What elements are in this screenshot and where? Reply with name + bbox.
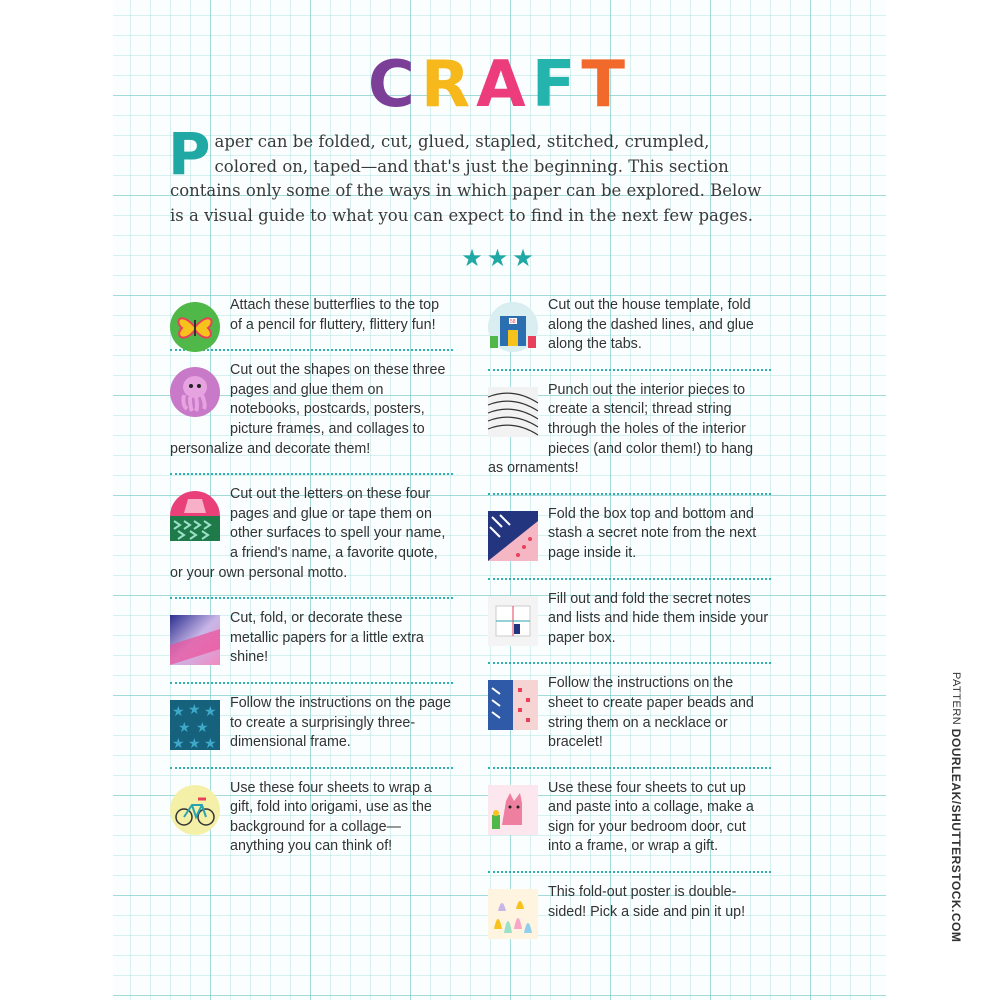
title-letter: T bbox=[581, 48, 632, 122]
craft-item bbox=[488, 779, 771, 873]
craft-item bbox=[170, 779, 453, 871]
craft-item-text: Use these four sheets to cut up and paste into a collage, make a sign for your bedroom door, cut into a frame, or wrap a gift. bbox=[548, 779, 754, 855]
svg-text:★: ★ bbox=[196, 718, 209, 735]
credit-label: PATTERN bbox=[950, 672, 962, 729]
craft-item bbox=[170, 361, 453, 475]
svg-text:★: ★ bbox=[188, 700, 201, 717]
lamp-pattern-icon bbox=[170, 491, 220, 541]
left-column bbox=[170, 296, 453, 881]
note-icon bbox=[488, 596, 538, 646]
craft-page bbox=[113, 0, 963, 1000]
title-letter: C bbox=[367, 48, 421, 122]
svg-text:★: ★ bbox=[172, 702, 185, 719]
page-title bbox=[113, 50, 886, 120]
craft-item bbox=[488, 505, 771, 580]
craft-item-text: Use these four sheets to wrap a gift, fold into origami, use as the background for a collage—anything you can think of! bbox=[230, 779, 432, 855]
poster-pattern-icon bbox=[488, 889, 538, 939]
svg-text:58: 58 bbox=[510, 319, 516, 325]
title-letter: F bbox=[531, 48, 582, 122]
intro-paragraph bbox=[168, 120, 770, 228]
svg-text:★: ★ bbox=[172, 734, 185, 751]
butterfly-icon bbox=[170, 302, 220, 352]
right-column bbox=[488, 296, 771, 946]
line-pattern-icon bbox=[488, 387, 538, 437]
svg-text:★: ★ bbox=[204, 734, 217, 751]
star-divider: ★★★ bbox=[461, 245, 538, 272]
craft-item-text: Cut out the house template, fold along the dashed lines, and glue along the tabs. bbox=[548, 297, 754, 353]
craft-item-text: Cut, fold, or decorate these metallic papers for a little extra shine! bbox=[230, 610, 424, 666]
craft-item bbox=[488, 381, 771, 495]
metallic-paper-icon bbox=[170, 615, 220, 665]
craft-item bbox=[488, 296, 771, 371]
bead-pattern-icon bbox=[488, 680, 538, 730]
craft-item bbox=[170, 485, 453, 599]
craft-item bbox=[170, 296, 453, 351]
craft-item-text: Cut out the letters on these four pages and glue or tape them on other surfaces to spell your name, a friend's name, a favorite quote, or your own personal motto. bbox=[170, 486, 446, 581]
title-letter: R bbox=[420, 48, 477, 122]
svg-text:★: ★ bbox=[188, 734, 201, 751]
box-pattern-icon bbox=[488, 511, 538, 561]
craft-item bbox=[488, 674, 771, 768]
craft-item-text: Punch out the interior pieces to create a stencil; thread string through the holes of the interior pieces (and color them!) to hang as ornaments! bbox=[488, 381, 754, 477]
credit-source: DOURLEAK/SHUTTERSTOCK.COM bbox=[949, 728, 963, 943]
craft-item-text: Follow the instructions on the page to create a surprisingly three-dimensional frame. bbox=[230, 694, 451, 751]
intro-text: aper can be folded, cut, glued, stapled, stitched, crumpled, colored on, taped—and that's just the beginning. This section contains only some of the ways in which paper can be explored. Below is a visual guide to what you can expect to find in the next few pages. bbox=[170, 132, 762, 225]
craft-item-text: Fold the box top and bottom and stash a secret note from the next page inside it. bbox=[548, 505, 757, 561]
craft-item-text: Fill out and fold the secret notes and lists and hide them inside your paper box. bbox=[548, 590, 769, 646]
craft-item bbox=[488, 883, 771, 936]
svg-text:★: ★ bbox=[204, 702, 217, 719]
title-letter: A bbox=[476, 48, 532, 122]
craft-item-text: Cut out the shapes on these three pages and glue them on notebooks, postcards, posters, picture frames, and collages to personalize and decorate them! bbox=[170, 362, 446, 457]
octopus-icon bbox=[170, 367, 220, 417]
house-icon bbox=[488, 302, 538, 352]
pattern-credit bbox=[939, 672, 963, 944]
craft-item bbox=[170, 694, 453, 769]
bicycle-icon bbox=[170, 785, 220, 835]
craft-item bbox=[170, 609, 453, 684]
craft-item bbox=[488, 590, 771, 665]
drop-cap: P bbox=[168, 120, 211, 188]
svg-text:★: ★ bbox=[178, 718, 191, 735]
cat-icon bbox=[488, 785, 538, 835]
craft-item-text: Follow the instructions on the sheet to create paper beads and string them on a necklace or bracelet! bbox=[548, 675, 754, 751]
craft-item-text: This fold-out poster is double-sided! Pick a side and pin it up! bbox=[548, 884, 746, 920]
star-pattern-icon bbox=[170, 700, 220, 750]
craft-item-text: Attach these butterflies to the top of a pencil for fluttery, flittery fun! bbox=[230, 297, 440, 333]
